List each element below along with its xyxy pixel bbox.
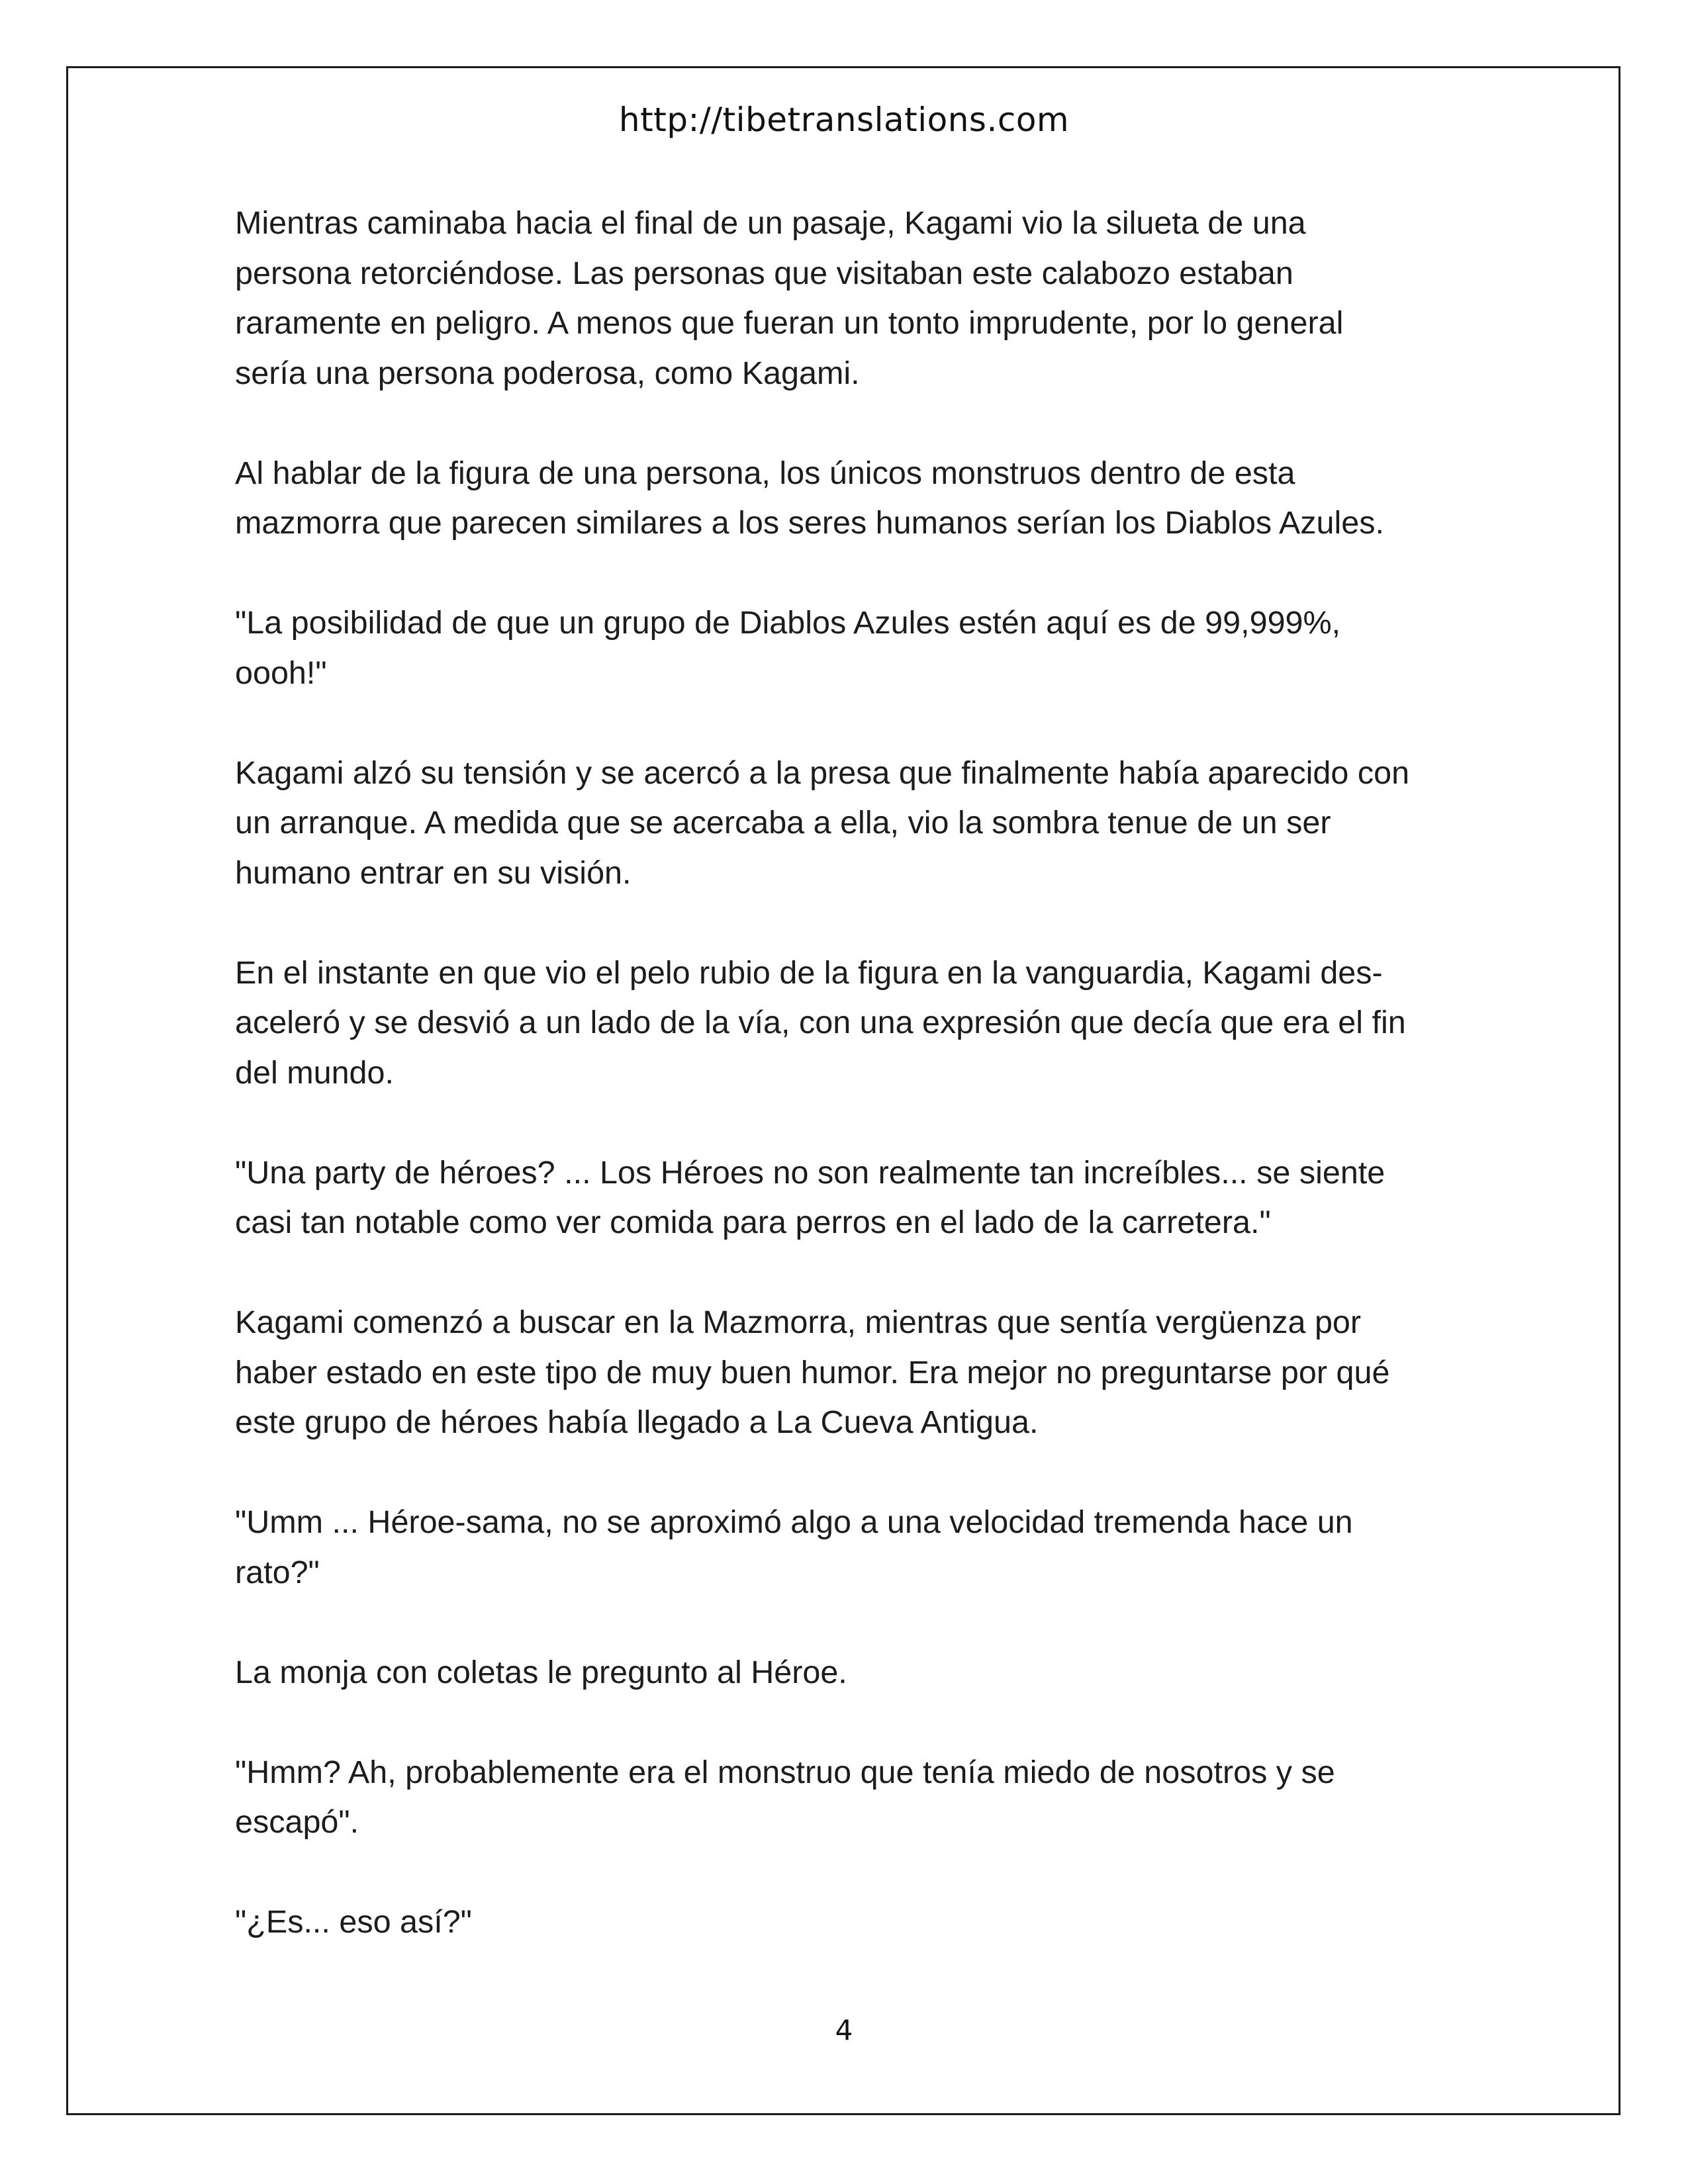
paragraph: "Hmm? Ah, probablemente era el monstruo que tenía miedo de nosotros y se escapó". [235,1754,1335,1840]
paragraph: "Umm ... Héroe-sama, no se aproximó algo a una velocidad tremenda hace un rato?" [235,1504,1353,1590]
paragraph: "La posibilidad de que un grupo de Diablos Azules estén aquí es de 99,999%, oooh!" [235,605,1341,691]
paragraph: Kagami comenzó a buscar en la Mazmorra, mientras que sentía vergüenza por haber estado en este tipo de muy buen humor. Era mejor no preguntarse por qué este grupo de héroes había llegado a La Cueva Antigua. [235,1304,1390,1440]
paragraph: En el instante en que vio el pelo rubio de la figura en la vanguardia, Kagami des- aceleró y se desvió a un lado de la vía, con una expresión que decía que era el fin del mundo. [235,954,1406,1091]
paragraph: "¿Es... eso así?" [235,1904,472,1940]
paragraph: Al hablar de la figura de una persona, los únicos monstruos dentro de esta mazmorra que parecen similares a los seres humanos serían los Diablos Azules. [235,455,1385,541]
paragraph: Mientras caminaba hacia el final de un pasaje, Kagami vio la silueta de una persona retorciéndose. Las personas que visitaban este calabozo estaban raramente en peligro. A menos que fueran un tonto imprudente, por lo general sería una persona poderosa, como Kagami. [235,205,1344,391]
paragraph: La monja con coletas le pregunto al Héroe. [235,1654,847,1690]
paragraph: "Una party de héroes? ... Los Héroes no son realmente tan increíbles... se siente casi tan notable como ver comida para perros en el lado de la carretera." [235,1154,1385,1240]
header-url: http://tibetranslations.com [618,101,1070,139]
document-body [235,199,1486,1948]
paragraph: Kagami alzó su tensión y se acercó a la presa que finalmente había aparecido con un arranque. A medida que se acercaba a ella, vio la sombra tenue de un ser humano entrar en su visión. [235,754,1410,891]
page-number: 4 [835,2014,853,2046]
